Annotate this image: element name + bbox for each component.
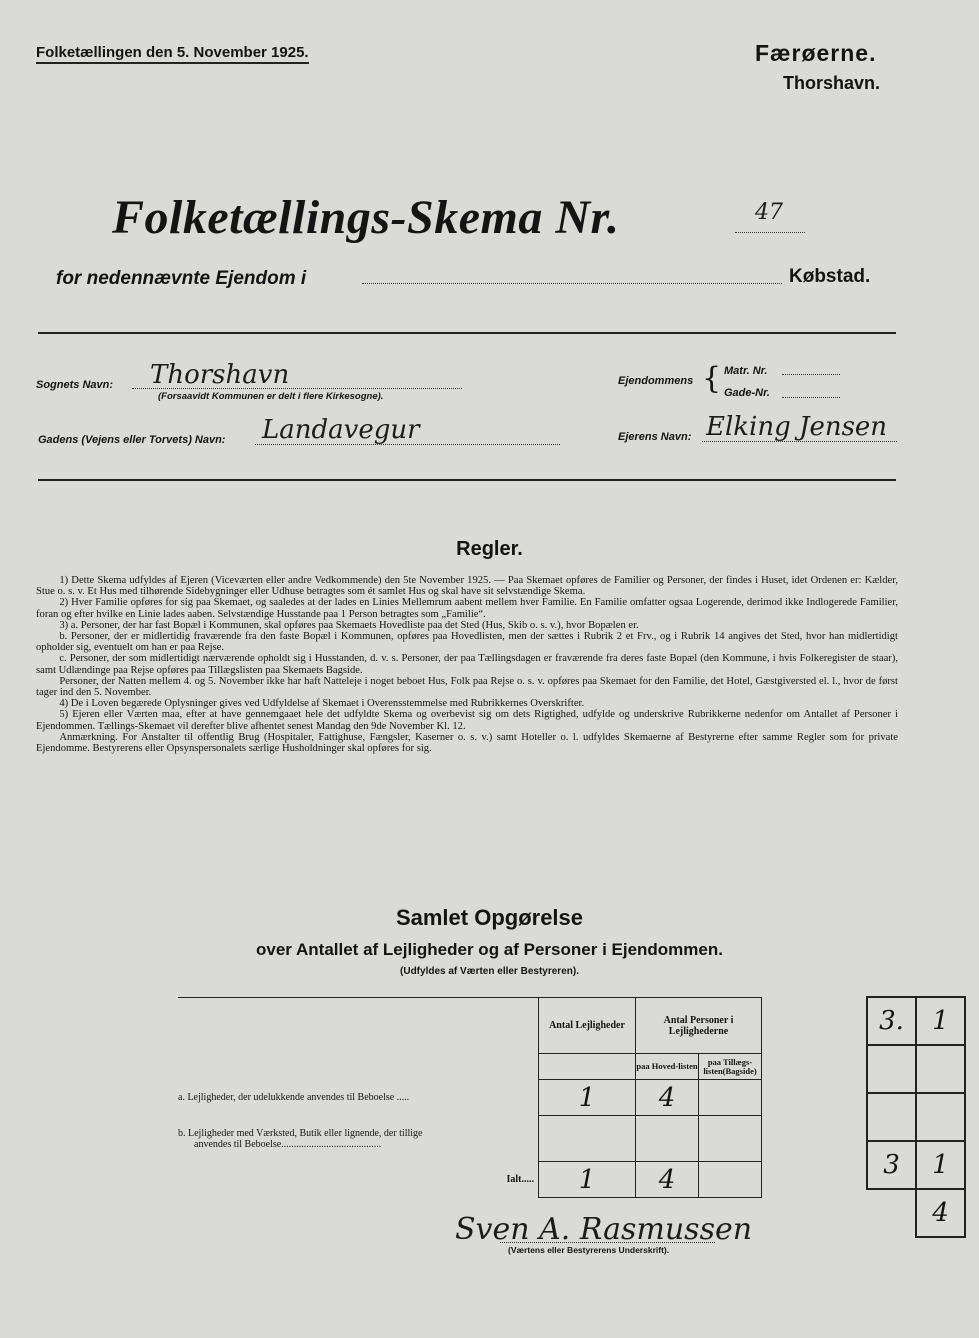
side-cell: 4 [916, 1189, 965, 1237]
ejer-label: Ejerens Navn: [618, 431, 692, 443]
side-cell: 3. [867, 997, 916, 1045]
rule-paragraph: 4) De i Loven begærede Oplysninger gives ved Udfyldelse af Skemaet i Overensstemmelse med Rubrikkernes Overskrifter. [59, 698, 585, 710]
owner-signature: Sven A. Rasmussen [455, 1212, 753, 1247]
table-row [178, 1080, 762, 1116]
table-row [178, 1116, 762, 1162]
rule-paragraph: 1) Dette Skema udfyldes af Ejeren (Viceværten eller andre Vedkommende) den 5te November 1925. — Paa Skemaet opføres de Familier og Personer, der findes i Huset, idet Ordenen er: Kælder, Stue o. s. v. Et Hus med tilhørende Sidebygninger eller Udhuse betragtes som ét samlet Hus og skal have sit selvstændige Skema. [36, 575, 898, 598]
col-hoved-header: paa Hoved-listen [636, 1054, 699, 1080]
side-cell: 1 [916, 997, 965, 1045]
row-a-tillaeg [699, 1080, 762, 1116]
ejer-value: Elking Jensen [706, 412, 888, 442]
subtitle-left: for nedennævnte Ejendom i [56, 268, 307, 289]
col-tillaeg-header: paa Tillægs-listen(Bagside) [699, 1054, 762, 1080]
skema-number-line [735, 232, 805, 233]
row-b-lejligheder [539, 1116, 636, 1162]
gade-label: Gadens (Vejens eller Torvets) Navn: [38, 434, 226, 446]
row-a-lejligheder: 1 [539, 1080, 636, 1116]
gade-nr-label: Gade-Nr. [724, 387, 770, 399]
table-subheader-blank [178, 1054, 539, 1080]
side-cell [867, 1093, 916, 1141]
row-b-label: b. Lejligheder med Værksted, Butik eller lignende, der tillige [178, 1127, 423, 1139]
rules-text [36, 575, 898, 754]
side-cell [916, 1093, 965, 1141]
gade-nr-line [782, 397, 840, 398]
row-a-label: a. Lejligheder, der udelukkende anvendes til Beboelse ..... [178, 1080, 539, 1116]
subtitle-fill-line [362, 283, 782, 284]
subtitle-right: Købstad. [789, 266, 871, 287]
sogn-label: Sognets Navn: [36, 379, 114, 391]
summary-subtitle: over Antallet af Lejligheder og af Personer i Ejendommen. [256, 940, 723, 959]
side-cell-empty [867, 1189, 916, 1237]
rules-heading: Regler. [456, 538, 523, 560]
skema-number-handwritten: 47 [755, 200, 783, 225]
row-total-label: Ialt..... [178, 1162, 539, 1198]
side-cell: 3 [867, 1141, 916, 1189]
row-a-hoved: 4 [636, 1080, 699, 1116]
rule-paragraph: 2) Hver Familie opføres for sig paa Skemaet, og saaledes at der lades en Linies Mellemrum aabent mellem hver Familie. En Familie omfatter ogsaa Logerende, derimod ikke Indlogerede Familier, foran og efter hvilke en Linie lades aaben. Selvstændige Husstande paa 1 Person betragtes som „Familie“. [36, 597, 898, 620]
city-header: Thorshavn. [783, 73, 881, 93]
matr-line [782, 374, 840, 375]
form-title: Folketællings-Skema Nr. [112, 191, 620, 244]
row-total-lejligheder: 1 [539, 1162, 636, 1198]
summary-table [178, 997, 762, 1198]
row-b-tillaeg [699, 1116, 762, 1162]
side-cell: 1 [916, 1141, 965, 1189]
row-total-tillaeg [699, 1162, 762, 1198]
side-cell [916, 1045, 965, 1093]
signature-caption: (Værtens eller Bestyrerens Underskrift). [508, 1245, 670, 1255]
table-row [178, 1162, 762, 1198]
rule-paragraph: 3) a. Personer, der har fast Bopæl i Kommunen, skal opføres paa Skemaets Hovedliste paa det Sted (Hus, Skib o. s. v.), hvor Bopælen er. [59, 619, 639, 631]
row-b-hoved [636, 1116, 699, 1162]
ejendom-brace: { [702, 361, 722, 396]
col-lejligheder-header: Antal Lejligheder [539, 998, 636, 1054]
row-b-label-2: anvendes til Beboelse........................................ [194, 1138, 382, 1150]
side-tally-box [866, 996, 966, 1238]
sogn-value: Thorshavn [150, 360, 290, 390]
rule-paragraph: b. Personer, der er midlertidig fraværende fra den faste Bopæl i Kommunen, opføres paa Hovedlisten, men der sættes i Rubrik 2 et Frv., og i Rubrik 14 angives det Sted, hvor han midlertidigt opholder sig, eventuelt om han er paa Rejse. [36, 631, 898, 654]
ejendom-label: Ejendommens [618, 375, 694, 387]
region-header: Færøerne. [755, 40, 877, 66]
row-b-label-cell [178, 1116, 539, 1162]
rule-paragraph: Anmærkning. For Anstalter til offentlig Brug (Hospitaler, Fattighuse, Fængsler, Kaserner o. s. v.) samt Hoteller o. l. udfyldes Skemaerne af Bestyrerne efter samme Regler som for private Ejendomme. Bestyrerens eller Opsynspersonalets særlige Husholdninger skal opføres for sig. [36, 731, 898, 755]
sogn-note: (Forsaavidt Kommunen er delt i flere Kirkesogne). [158, 391, 384, 402]
matr-label: Matr. Nr. [724, 365, 768, 377]
side-cell [867, 1045, 916, 1093]
summary-note: (Udfyldes af Værten eller Bestyreren). [400, 966, 579, 977]
census-date-header: Folketællingen den 5. November 1925. [36, 44, 309, 64]
table-header-blank [178, 998, 539, 1054]
divider-top [38, 332, 896, 334]
row-total-hoved: 4 [636, 1162, 699, 1198]
signature-line [500, 1242, 715, 1243]
rule-paragraph: Personer, der Natten mellem 4. og 5. November ikke har haft Natteleje i noget beboet Hus, Folk paa Rejse o. s. v. opføres paa Skemaet for den Familie, det Hotel, Gæstgiversted el. l., hvor de først tager ind den 5. November. [36, 675, 898, 699]
summary-title: Samlet Opgørelse [395, 905, 584, 930]
rule-paragraph: c. Personer, der som midlertidigt nærværende opholdt sig i Husstanden, d. v. s. Personer, der paa Tællingsdagen er fraværende fra deres faste Bopæl (den Kommune, i hvis Folkeregister de staar), samt Udlændinge paa Rejse opføres paa Tillægslisten paa Skemaets Bagside. [36, 653, 898, 676]
gade-value: Landavegur [262, 415, 420, 445]
divider-bottom [38, 479, 896, 481]
col-personer-header: Antal Personer i Lejlighederne [636, 998, 762, 1054]
rule-paragraph: 5) Ejeren eller Værten maa, efter at have gennemgaaet hele det udfyldte Skema og overbevist sig om dets Rigtighed, udfylde og underskrive Rubrikkerne nedenfor om Antallet af Personer i Ejendommen. Tællings-Skemaet vil derefter blive afhentet senest Mandag den 9de November Kl. 12. [36, 709, 898, 732]
